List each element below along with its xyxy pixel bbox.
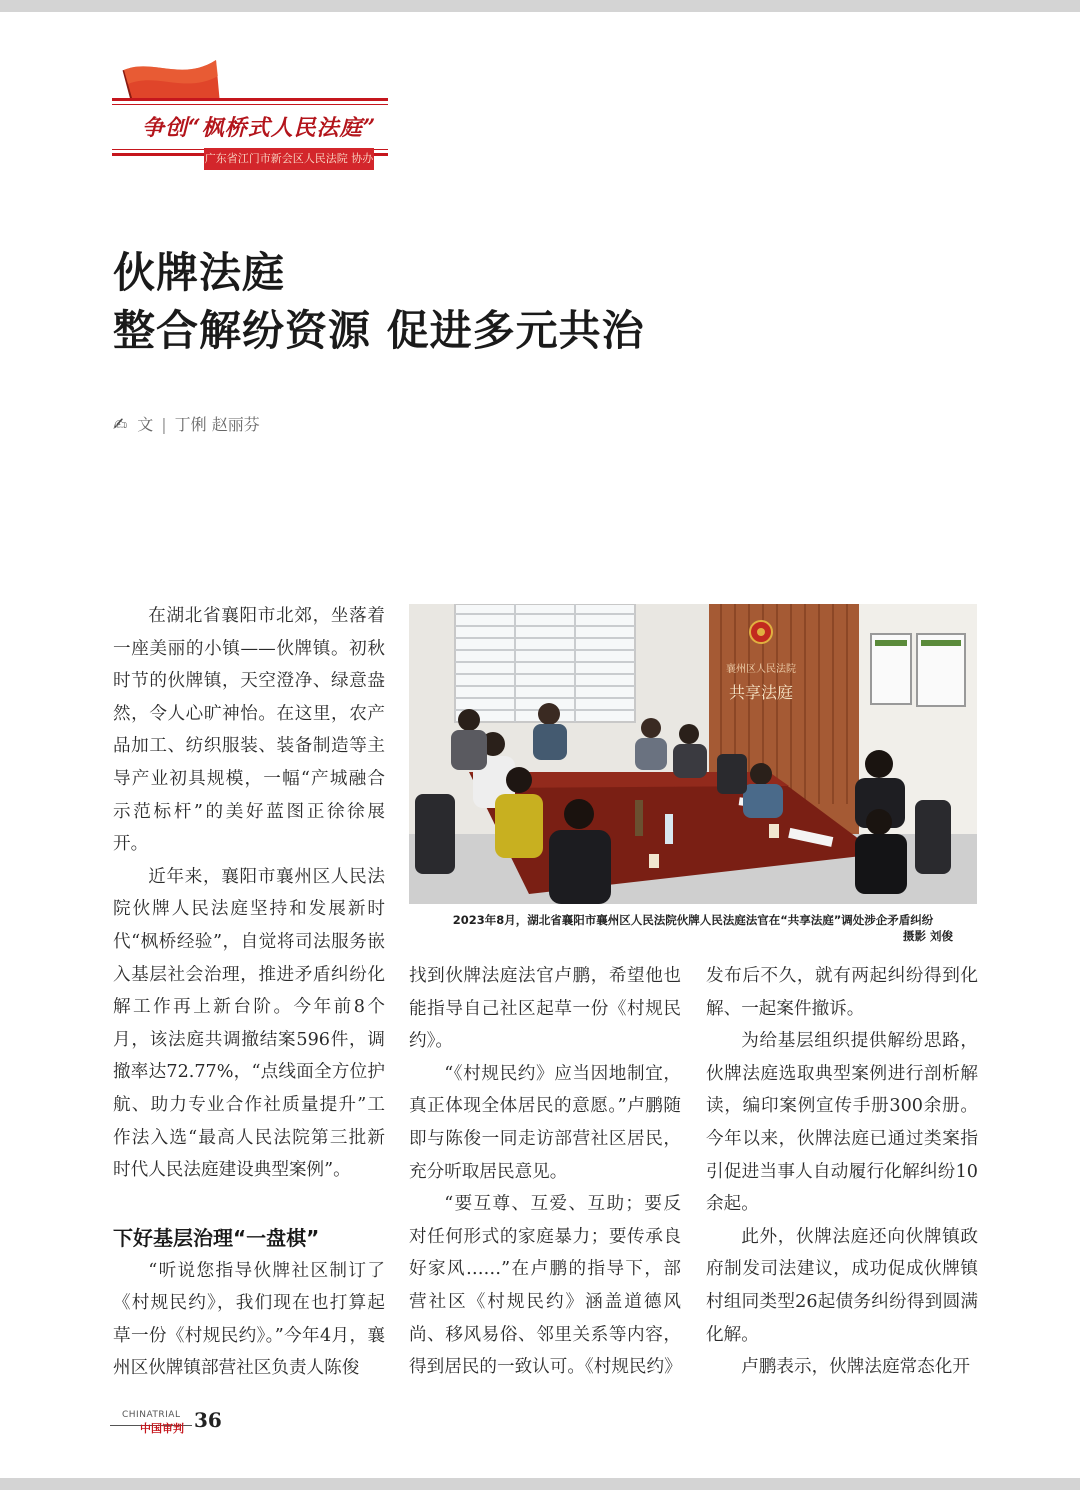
- paragraph: “听说您指导伙牌社区制订了《村规民约》，我们现在也打算起草一份《村规民约》。”今年4月，襄州区伙牌镇部营社区负责人陈俊: [113, 1260, 385, 1379]
- byline-authors: 丁俐 赵丽芬: [174, 415, 260, 434]
- paragraph: 此外，伙牌法庭还向伙牌镇政府制发司法建议，成功促成伙牌镇村组同类型26起债务纠纷得到圆满化解。: [706, 1226, 978, 1345]
- caption-text: 2023年8月，湖北省襄阳市襄州区人民法院伙牌人民法庭法官在“共享法庭”调处涉企矛盾纠纷: [452, 913, 934, 927]
- page-number: 36: [194, 1408, 222, 1432]
- photo-caption: [409, 912, 977, 944]
- article-column-3: [706, 960, 978, 1384]
- paragraph: 近年来，襄阳市襄州区人民法院伙牌人民法庭坚持和发展新时代“枫桥经验”，自觉将司法服务嵌入基层社会治理，推进矛盾纠纷化解工作再上新台阶。今年前8个月，该法庭共调撤结案596件，调撤率达72.77%，“点线面全方位护航、助力专业合作社质量提升”工作法入选“最高人民法院第三批新时代人民法庭建设典型案例”。: [113, 866, 385, 1181]
- magazine-name-cn: 中国审判: [140, 1422, 184, 1435]
- headline-line2: 整合解纷资源 促进多元共治: [113, 306, 645, 355]
- magazine-name-en: CHINATRIAL: [122, 1410, 181, 1420]
- sign-shared-court: 共享法庭: [728, 683, 794, 702]
- article-column-1: [113, 600, 385, 1385]
- paragraph: 发布后不久，就有两起纠纷得到化解、一起案件撤诉。: [706, 966, 978, 1019]
- top-edge-bar: [0, 0, 1080, 12]
- pen-icon: ✍: [113, 415, 128, 435]
- byline: [113, 412, 260, 435]
- article-photo: [409, 604, 977, 904]
- sign-court-name: 襄州区人民法院: [726, 664, 796, 675]
- paragraph: 在湖北省襄阳市北郊，坐落着一座美丽的小镇——伙牌镇。初秋时节的伙牌镇，天空澄净、绿意盎然，令人心旷神怡。在这里，农产品加工、纺织服装、装备制造等主导产业初具规模，一幅“产城融合示范标杆”的美好蓝图正徐徐展开。: [113, 606, 385, 855]
- byline-label: 文: [137, 415, 154, 434]
- paragraph: “要互尊、互爱、互助；要反对任何形式的家庭暴力；要传承良好家风……”在卢鹏的指导下，部营社区《村规民约》涵盖道德风尚、移风易俗、邻里关系等内容，得到居民的一致认可。《村规民约》: [409, 1194, 682, 1378]
- column-banner: [112, 52, 392, 176]
- byline-separator: |: [161, 415, 167, 434]
- photo-credit: 摄影 刘俊: [902, 929, 953, 943]
- paragraph: “《村规民约》应当因地制宜，真正体现全体居民的意愿。”卢鹏随即与陈俊一同走访部营社区居民，充分听取居民意见。: [409, 1063, 681, 1182]
- banner-title: 争创“枫桥式人民法庭”: [142, 115, 377, 141]
- paragraph: 找到伙牌法庭法官卢鹏，希望他也能指导自己社区起草一份《村规民约》。: [409, 966, 681, 1052]
- bottom-edge-bar: [0, 1478, 1080, 1490]
- paragraph: 为给基层组织提供解纷思路，伙牌法庭选取典型案例进行剖析解读，编印案例宣传手册300余册。今年以来，伙牌法庭已通过类案指引促进当事人自动履行化解纠纷10余起。: [706, 1031, 978, 1215]
- section-subhead: 下好基层治理“一盘棋”: [113, 1225, 320, 1250]
- paragraph: 卢鹏表示，伙牌法庭常态化开: [741, 1357, 970, 1378]
- banner-subtitle: 广东省江门市新会区人民法院 协办: [204, 148, 374, 170]
- meeting-photo-illustration: [409, 604, 977, 904]
- headline-line1: 伙牌法庭: [113, 248, 286, 297]
- page-footer: [110, 1408, 250, 1438]
- article-column-2: [409, 960, 681, 1384]
